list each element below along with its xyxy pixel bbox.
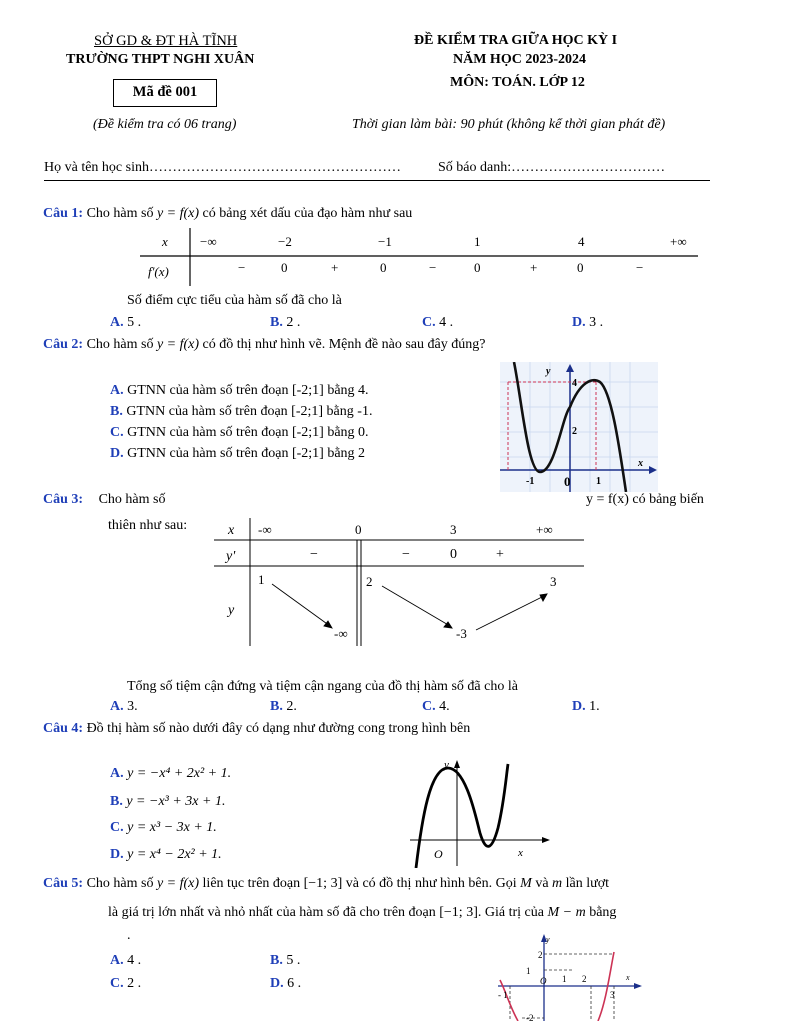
q1-option-a-text: 5 . bbox=[127, 315, 142, 330]
q3-y-2: 2 bbox=[366, 574, 373, 589]
q4-option-b-text: y = −x³ + 3x + 1. bbox=[126, 794, 226, 809]
dept-name: SỞ GD & ĐT HÀ TĨNH bbox=[94, 33, 238, 49]
q4-graph-origin: O bbox=[434, 847, 443, 861]
q4-graph bbox=[410, 758, 550, 868]
q1-sign-8: − bbox=[636, 260, 644, 275]
q5-graph-l2: 2 bbox=[538, 950, 543, 960]
q5-line1-c: và có đồ thị như hình bên. Gọi bbox=[345, 876, 517, 891]
q5-line2-b: . Giá trị của bbox=[477, 905, 544, 920]
q3-yp-1: − bbox=[402, 547, 410, 562]
q1-x-0: −∞ bbox=[200, 234, 217, 249]
q5-graph bbox=[496, 932, 642, 1021]
q1-table-fp-head: f'(x) bbox=[148, 264, 169, 279]
q1-label: Câu 1: bbox=[43, 206, 84, 221]
school-name: TRƯỜNG THPT NGHI XUÂN bbox=[66, 52, 255, 67]
q5-option-d-letter: D. bbox=[270, 976, 284, 991]
page-count: (Đề kiểm tra có 06 trang) bbox=[93, 117, 237, 132]
q1-sign-6: + bbox=[530, 260, 538, 275]
q3-option-b-letter: B. bbox=[270, 699, 283, 714]
q1-option-c-text: 4 . bbox=[439, 315, 454, 330]
q1-sign-0: − bbox=[238, 260, 246, 275]
q3-option-c-letter: C. bbox=[422, 699, 436, 714]
q3-head-x: x bbox=[228, 523, 235, 538]
q1-option-b[interactable] bbox=[270, 315, 300, 331]
divider bbox=[44, 180, 710, 181]
school-year: NĂM HỌC 2023-2024 bbox=[453, 52, 586, 67]
q3-label: Câu 3: bbox=[43, 492, 84, 507]
q5-option-b[interactable] bbox=[270, 953, 300, 969]
q4-option-c-text: y = x³ − 3x + 1. bbox=[127, 820, 217, 835]
q5-graph-lm2: -2 bbox=[526, 1013, 534, 1021]
q1-option-d-letter: D. bbox=[572, 315, 586, 330]
q1-prompt: Số điểm cực tiểu của hàm số đã cho là bbox=[127, 293, 342, 308]
student-id-field[interactable]: Số báo danh:…………………………… bbox=[438, 160, 666, 175]
q5-line2 bbox=[108, 905, 616, 921]
exam-code: Mã đề 001 bbox=[113, 79, 217, 107]
q1-option-b-text: 2 . bbox=[286, 315, 301, 330]
q1-stem bbox=[43, 206, 412, 222]
q1-x-3: 1 bbox=[474, 234, 481, 249]
q5-graph-lO: O bbox=[540, 976, 547, 986]
q3-head-yp: y' bbox=[226, 549, 236, 564]
q1-sign-3: 0 bbox=[380, 260, 387, 275]
q4-option-d-text: y = x⁴ − 2x² + 1. bbox=[127, 847, 222, 862]
q1-sign-5: 0 bbox=[474, 260, 481, 275]
q3-yp-0: − bbox=[310, 547, 318, 562]
q4-option-c-letter: C. bbox=[110, 820, 124, 835]
q1-sign-1: 0 bbox=[281, 260, 288, 275]
q5-option-b-text: 5 . bbox=[286, 953, 301, 968]
q3-yp-2: 0 bbox=[450, 547, 457, 562]
q3-x-3: +∞ bbox=[536, 522, 553, 537]
q3-prompt: Tổng số tiệm cận đứng và tiệm cận ngang của đồ thị hàm số đã cho là bbox=[127, 679, 518, 694]
q3-y-0: 1 bbox=[258, 572, 265, 587]
q4-option-d[interactable] bbox=[110, 847, 222, 863]
q2-option-c[interactable] bbox=[110, 425, 369, 441]
q5-graph-l1: 1 bbox=[526, 966, 531, 976]
q2-graph-label-0: 0 bbox=[564, 474, 571, 489]
q3-option-c-text: 4. bbox=[439, 699, 450, 714]
q4-stem bbox=[43, 721, 470, 737]
q5-option-d[interactable] bbox=[270, 976, 301, 992]
q5-M: M bbox=[520, 876, 532, 891]
q1-x-5: +∞ bbox=[670, 234, 687, 249]
q5-option-d-text: 6 . bbox=[287, 976, 302, 991]
student-name-field[interactable]: Họ và tên học sinh……………………………………………… bbox=[44, 160, 401, 175]
q2-option-b-letter: B. bbox=[110, 404, 123, 419]
q1-option-a-letter: A. bbox=[110, 315, 124, 330]
q3-option-a-letter: A. bbox=[110, 699, 124, 714]
q5-interval-2: [−1; 3] bbox=[439, 905, 478, 920]
q1-table-x-head: x bbox=[162, 234, 168, 249]
q3-option-a[interactable] bbox=[110, 699, 138, 715]
q2-text-b: có đồ thị như hình vẽ. Mệnh đề nào sau đây đúng? bbox=[202, 337, 486, 352]
q1-option-a[interactable] bbox=[110, 315, 141, 331]
exam-title: ĐỀ KIỂM TRA GIỮA HỌC KỲ I bbox=[414, 33, 618, 48]
q2-stem bbox=[43, 337, 485, 353]
q3-option-a-text: 3. bbox=[127, 699, 138, 714]
q2-graph-label-4: 4 bbox=[572, 378, 577, 389]
q1-sign-table bbox=[140, 228, 700, 286]
q2-graph-x-label: x bbox=[638, 458, 643, 469]
q5-line1 bbox=[43, 876, 609, 892]
q1-option-c[interactable] bbox=[422, 315, 453, 331]
time-limit: Thời gian làm bài: 90 phút (không kể thời gian phát đề) bbox=[352, 117, 666, 132]
q4-option-d-letter: D. bbox=[110, 847, 124, 862]
q5-expr: M − m bbox=[547, 905, 586, 920]
q2-option-a-text: GTNN của hàm số trên đoạn [-2;1] bằng 4. bbox=[127, 383, 369, 398]
q4-option-c[interactable] bbox=[110, 820, 217, 836]
q2-option-d-text: GTNN của hàm số trên đoạn [-2;1] bằng 2 bbox=[127, 446, 366, 461]
q3-y-3: -3 bbox=[456, 626, 467, 641]
q2-option-b[interactable] bbox=[110, 404, 372, 420]
q2-graph-label-1: 1 bbox=[596, 476, 601, 487]
q5-graph-lx2: 2 bbox=[582, 974, 587, 984]
q3-text-b: thiên như sau: bbox=[108, 518, 188, 533]
q5-line1-d: lần lượt bbox=[565, 876, 610, 891]
q3-yp-3: + bbox=[496, 547, 504, 562]
q3-option-d-text: 1. bbox=[589, 699, 600, 714]
q5-option-a-text: 4 . bbox=[127, 953, 142, 968]
q2-graph bbox=[500, 362, 658, 492]
q2-text-a: Cho hàm số bbox=[86, 337, 154, 352]
q5-option-c[interactable] bbox=[110, 976, 141, 992]
q5-line1-a: Cho hàm số bbox=[86, 876, 154, 891]
q5-m: m bbox=[552, 876, 563, 891]
q5-graph-lm1: - 1 bbox=[498, 990, 508, 1000]
q4-text: Đồ thị hàm số nào dưới đây có dạng như đường cong trong hình bên bbox=[86, 721, 471, 736]
q1-option-b-letter: B. bbox=[270, 315, 283, 330]
q2-graph-label-2: 2 bbox=[572, 426, 577, 437]
q2-option-d[interactable] bbox=[110, 446, 365, 462]
q5-option-c-letter: C. bbox=[110, 976, 124, 991]
q3-stem bbox=[43, 492, 165, 508]
q3-text-a: Cho hàm số bbox=[98, 492, 166, 507]
q2-option-c-letter: C. bbox=[110, 425, 124, 440]
q3-option-b[interactable] bbox=[270, 699, 297, 715]
q2-option-a[interactable] bbox=[110, 383, 369, 399]
q3-y-4: 3 bbox=[550, 574, 557, 589]
q4-graph-y-label: y bbox=[444, 759, 449, 771]
q3-option-d[interactable] bbox=[572, 699, 600, 715]
q2-label: Câu 2: bbox=[43, 337, 84, 352]
q5-graph-l3: 3 bbox=[610, 990, 615, 1000]
q5-option-b-letter: B. bbox=[270, 953, 283, 968]
q3-text-right: y = f(x) có bảng biến bbox=[586, 492, 704, 507]
q5-option-c-text: 2 . bbox=[127, 976, 142, 991]
q5-graph-x-label: x bbox=[626, 973, 630, 982]
q4-label: Câu 4: bbox=[43, 721, 84, 736]
q5-and: và bbox=[535, 876, 549, 891]
q5-dot: . bbox=[127, 928, 131, 943]
q4-graph-x-label: x bbox=[518, 847, 523, 859]
q1-option-d[interactable] bbox=[572, 315, 603, 331]
q5-func: y = f(x) bbox=[156, 876, 200, 891]
q4-option-a-letter: A. bbox=[110, 766, 124, 781]
q5-option-a-letter: A. bbox=[110, 953, 124, 968]
q4-option-b-letter: B. bbox=[110, 794, 123, 809]
q5-line1-b: liên tục trên đoạn bbox=[202, 876, 301, 891]
q1-text-a: Cho hàm số bbox=[86, 206, 154, 221]
q2-option-c-text: GTNN của hàm số trên đoạn [-2;1] bằng 0. bbox=[127, 425, 369, 440]
q3-y-1: -∞ bbox=[334, 626, 348, 641]
q2-func: y = f(x) bbox=[156, 337, 200, 352]
q2-option-b-text: GTNN của hàm số trên đoạn [-2;1] bằng -1. bbox=[126, 404, 373, 419]
q3-x-1: 0 bbox=[355, 522, 362, 537]
q5-line2-c: bằng bbox=[589, 905, 617, 920]
q5-line2-a: là giá trị lớn nhất và nhỏ nhất của hàm số đã cho trên đoạn bbox=[108, 905, 436, 920]
q2-option-a-letter: A. bbox=[110, 383, 124, 398]
q1-x-2: −1 bbox=[378, 234, 392, 249]
q5-graph-lx1: 1 bbox=[562, 974, 567, 984]
q1-option-d-text: 3 . bbox=[589, 315, 604, 330]
q5-interval: [−1; 3] bbox=[303, 876, 343, 891]
q4-option-a-text: y = −x⁴ + 2x² + 1. bbox=[127, 766, 232, 781]
q1-text-b: có bảng xét dấu của đạo hàm như sau bbox=[202, 206, 413, 221]
q3-head-y: y bbox=[228, 603, 235, 618]
q1-x-4: 4 bbox=[578, 234, 585, 249]
q2-graph-y-label: y bbox=[546, 366, 551, 377]
q1-x-1: −2 bbox=[278, 234, 292, 249]
q1-option-c-letter: C. bbox=[422, 315, 436, 330]
q3-x-2: 3 bbox=[450, 522, 457, 537]
q1-func: y = f(x) bbox=[156, 206, 200, 221]
q1-sign-7: 0 bbox=[577, 260, 584, 275]
q1-sign-2: + bbox=[331, 260, 339, 275]
q3-option-c[interactable] bbox=[422, 699, 450, 715]
q3-x-0: -∞ bbox=[258, 522, 272, 537]
q3-variation-table bbox=[214, 518, 584, 646]
q5-graph-y-label: y bbox=[546, 935, 550, 944]
q3-option-d-letter: D. bbox=[572, 699, 586, 714]
subject: MÔN: TOÁN. LỚP 12 bbox=[450, 75, 585, 90]
q3-option-b-text: 2. bbox=[286, 699, 297, 714]
q5-label: Câu 5: bbox=[43, 876, 84, 891]
q2-graph-label-m1: -1 bbox=[526, 476, 535, 487]
q5-option-a[interactable] bbox=[110, 953, 141, 969]
q4-option-a[interactable] bbox=[110, 766, 231, 782]
q2-option-d-letter: D. bbox=[110, 446, 124, 461]
q1-sign-4: − bbox=[429, 260, 437, 275]
q4-option-b[interactable] bbox=[110, 794, 225, 810]
